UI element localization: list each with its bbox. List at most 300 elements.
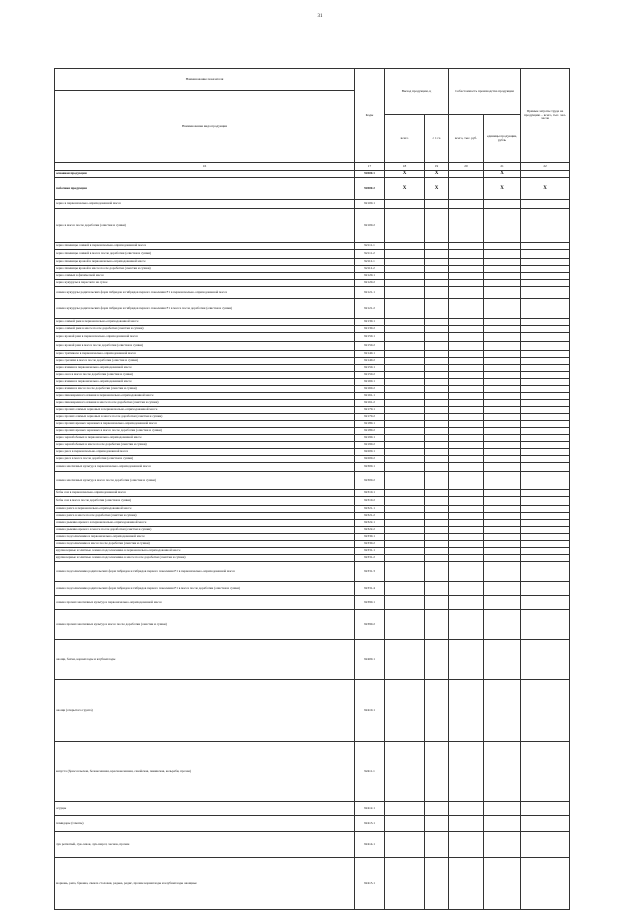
value-cell[interactable]: [425, 243, 449, 250]
value-cell[interactable]: [385, 442, 425, 449]
value-cell[interactable]: [484, 534, 521, 541]
value-cell[interactable]: [521, 610, 570, 640]
value-cell[interactable]: [425, 200, 449, 209]
value-cell[interactable]: [521, 358, 570, 365]
product-name-cell: семена рыжика ярового в первоначально-оприходованной массе: [55, 520, 355, 527]
value-cell[interactable]: [449, 386, 484, 393]
value-cell[interactable]: [521, 555, 570, 562]
value-cell[interactable]: [425, 414, 449, 421]
value-cell[interactable]: [425, 400, 449, 407]
value-cell[interactable]: [385, 372, 425, 379]
value-cell[interactable]: [385, 472, 425, 490]
value-cell[interactable]: [521, 379, 570, 386]
value-cell[interactable]: [449, 610, 484, 640]
value-cell[interactable]: [521, 442, 570, 449]
value-cell[interactable]: [521, 171, 570, 178]
value-cell[interactable]: [425, 456, 449, 463]
value-cell[interactable]: [449, 428, 484, 435]
value-cell[interactable]: [449, 541, 484, 548]
value-cell[interactable]: [521, 497, 570, 506]
table-row: [55, 435, 570, 442]
value-cell[interactable]: [425, 548, 449, 555]
value-cell[interactable]: [449, 400, 484, 407]
value-cell[interactable]: [425, 326, 449, 333]
value-cell[interactable]: [425, 266, 449, 273]
value-cell[interactable]: [484, 299, 521, 319]
value-cell[interactable]: [385, 386, 425, 393]
value-cell[interactable]: [449, 342, 484, 351]
value-cell[interactable]: [385, 596, 425, 610]
value-cell[interactable]: [521, 299, 570, 319]
value-cell[interactable]: [425, 513, 449, 520]
value-cell[interactable]: [449, 358, 484, 365]
x-mark-cell: X: [425, 171, 449, 178]
value-cell[interactable]: [484, 513, 521, 520]
value-cell[interactable]: [385, 816, 425, 832]
value-cell[interactable]: [385, 513, 425, 520]
product-name-cell: зерно яровой ржи в первоначально-оприходованной массе: [55, 333, 355, 342]
value-cell[interactable]: [449, 414, 484, 421]
value-cell[interactable]: [449, 171, 484, 178]
product-name-cell: лук репчатый, лук-севок, лук-шарот, чеснок, прочие: [55, 832, 355, 858]
value-cell[interactable]: [449, 319, 484, 326]
value-cell[interactable]: [449, 243, 484, 250]
value-cell[interactable]: [484, 832, 521, 858]
value-cell[interactable]: [484, 562, 521, 582]
value-cell[interactable]: [425, 393, 449, 400]
value-cell[interactable]: [521, 414, 570, 421]
value-cell[interactable]: [521, 386, 570, 393]
value-cell[interactable]: [484, 326, 521, 333]
value-cell[interactable]: [385, 435, 425, 442]
value-cell[interactable]: [385, 541, 425, 548]
value-cell[interactable]: [385, 351, 425, 358]
value-cell[interactable]: [449, 548, 484, 555]
value-cell[interactable]: [425, 490, 449, 497]
value-cell[interactable]: [521, 435, 570, 442]
product-code-cell: 92150.1: [355, 333, 385, 342]
value-cell[interactable]: [425, 407, 449, 414]
value-cell[interactable]: [521, 527, 570, 534]
value-cell[interactable]: [385, 562, 425, 582]
product-code-cell: 92331.2: [355, 555, 385, 562]
value-cell[interactable]: [484, 582, 521, 596]
value-cell[interactable]: [385, 259, 425, 266]
value-cell[interactable]: [484, 802, 521, 816]
value-cell[interactable]: [484, 527, 521, 534]
value-cell[interactable]: [449, 555, 484, 562]
value-cell[interactable]: [449, 497, 484, 506]
value-cell[interactable]: [484, 858, 521, 910]
value-cell[interactable]: [521, 400, 570, 407]
value-cell[interactable]: [385, 299, 425, 319]
value-cell[interactable]: [521, 490, 570, 497]
value-cell[interactable]: [449, 534, 484, 541]
value-cell[interactable]: [425, 379, 449, 386]
value-cell[interactable]: [385, 680, 425, 742]
value-cell[interactable]: [521, 541, 570, 548]
value-cell[interactable]: [449, 351, 484, 358]
value-cell[interactable]: [449, 435, 484, 442]
value-cell[interactable]: [521, 463, 570, 472]
value-cell[interactable]: [521, 209, 570, 243]
value-cell[interactable]: [484, 351, 521, 358]
value-cell[interactable]: [484, 365, 521, 372]
value-cell[interactable]: [449, 200, 484, 209]
value-cell[interactable]: [425, 555, 449, 562]
value-cell[interactable]: [385, 506, 425, 513]
value-cell[interactable]: [385, 393, 425, 400]
value-cell[interactable]: [385, 428, 425, 435]
value-cell[interactable]: [521, 472, 570, 490]
value-cell[interactable]: [521, 520, 570, 527]
value-cell[interactable]: [484, 243, 521, 250]
value-cell[interactable]: [385, 407, 425, 414]
product-name-cell: семена рыжика ярового в массе после доработки (очистки и сушки): [55, 527, 355, 534]
value-cell[interactable]: [484, 428, 521, 435]
value-cell[interactable]: [449, 490, 484, 497]
value-cell[interactable]: [521, 280, 570, 287]
value-cell[interactable]: [385, 280, 425, 287]
table-row: [55, 342, 570, 351]
value-cell[interactable]: [425, 520, 449, 527]
value-cell[interactable]: [484, 280, 521, 287]
value-cell[interactable]: [449, 442, 484, 449]
table-row: [55, 414, 570, 421]
value-cell[interactable]: [425, 742, 449, 802]
output-group-header: Выход продукции, ц: [385, 69, 449, 115]
product-name-cell: семена масличных культур в первоначально-оприходованной массе: [55, 463, 355, 472]
value-cell[interactable]: [425, 640, 449, 680]
value-cell[interactable]: [521, 742, 570, 802]
value-cell[interactable]: [425, 582, 449, 596]
value-cell[interactable]: [521, 333, 570, 342]
value-cell[interactable]: [484, 266, 521, 273]
value-cell[interactable]: [425, 472, 449, 490]
table-row: [55, 548, 570, 555]
value-cell[interactable]: [425, 816, 449, 832]
value-cell[interactable]: [385, 548, 425, 555]
value-cell[interactable]: [425, 596, 449, 610]
value-cell[interactable]: [449, 680, 484, 742]
value-cell[interactable]: [484, 400, 521, 407]
value-cell[interactable]: [484, 259, 521, 266]
value-cell[interactable]: [449, 259, 484, 266]
value-cell[interactable]: [385, 802, 425, 816]
value-cell[interactable]: [425, 365, 449, 372]
value-cell[interactable]: [385, 497, 425, 506]
value-cell[interactable]: [449, 520, 484, 527]
value-cell[interactable]: [521, 596, 570, 610]
product-name-cell: овощи, бахчи, корнеплоды и клубнеплоды: [55, 640, 355, 680]
product-code-cell: 92414.1: [355, 832, 385, 858]
value-cell[interactable]: [425, 421, 449, 428]
value-cell[interactable]: [385, 742, 425, 802]
product-code-cell: 92111.2: [355, 250, 385, 259]
value-cell[interactable]: [449, 582, 484, 596]
value-cell[interactable]: [385, 414, 425, 421]
value-cell[interactable]: [425, 463, 449, 472]
product-code-cell: 92112.1: [355, 259, 385, 266]
table-row: [55, 407, 570, 414]
value-cell[interactable]: [449, 287, 484, 299]
value-cell[interactable]: [449, 273, 484, 280]
value-cell[interactable]: [484, 407, 521, 414]
value-cell[interactable]: [484, 610, 521, 640]
value-cell[interactable]: [385, 342, 425, 351]
value-cell[interactable]: [385, 273, 425, 280]
value-cell[interactable]: [425, 527, 449, 534]
value-cell[interactable]: [521, 393, 570, 400]
value-cell[interactable]: [521, 250, 570, 259]
value-cell[interactable]: [449, 266, 484, 273]
value-cell[interactable]: [449, 472, 484, 490]
value-cell[interactable]: [385, 319, 425, 326]
value-cell[interactable]: [385, 490, 425, 497]
value-cell[interactable]: [484, 209, 521, 243]
value-cell[interactable]: [449, 742, 484, 802]
value-cell[interactable]: [449, 372, 484, 379]
value-cell[interactable]: [385, 209, 425, 243]
value-cell[interactable]: [521, 287, 570, 299]
value-cell[interactable]: [521, 449, 570, 456]
value-cell[interactable]: [449, 640, 484, 680]
value-cell[interactable]: [449, 449, 484, 456]
value-cell[interactable]: [385, 456, 425, 463]
product-name-cell: зерно прочих озимых зерновых в массе после доработки (очистки и сушки): [55, 414, 355, 421]
value-cell[interactable]: [484, 680, 521, 742]
value-cell[interactable]: [449, 513, 484, 520]
value-cell[interactable]: [484, 342, 521, 351]
value-cell[interactable]: [449, 326, 484, 333]
value-cell[interactable]: [425, 497, 449, 506]
value-cell[interactable]: [449, 456, 484, 463]
value-cell[interactable]: [425, 386, 449, 393]
value-cell[interactable]: [425, 358, 449, 365]
value-cell[interactable]: [484, 372, 521, 379]
product-code-cell: 92390.1: [355, 596, 385, 610]
value-cell[interactable]: [425, 858, 449, 910]
value-cell[interactable]: [449, 596, 484, 610]
value-cell[interactable]: [449, 178, 484, 200]
value-cell[interactable]: [425, 562, 449, 582]
value-cell[interactable]: [484, 640, 521, 680]
value-cell[interactable]: [449, 858, 484, 910]
value-cell[interactable]: [484, 541, 521, 548]
product-code-cell: 92330.2: [355, 541, 385, 548]
value-cell[interactable]: [521, 273, 570, 280]
table-row: [55, 680, 570, 742]
value-cell[interactable]: [425, 802, 449, 816]
value-cell[interactable]: [521, 513, 570, 520]
value-cell[interactable]: [425, 610, 449, 640]
value-cell[interactable]: [449, 393, 484, 400]
value-cell[interactable]: [425, 449, 449, 456]
value-cell[interactable]: [449, 407, 484, 414]
value-cell[interactable]: [425, 273, 449, 280]
value-cell[interactable]: [484, 555, 521, 562]
product-code-cell: 92321.1: [355, 506, 385, 513]
value-cell[interactable]: [484, 472, 521, 490]
value-cell[interactable]: [484, 393, 521, 400]
value-cell[interactable]: [484, 456, 521, 463]
value-cell[interactable]: [484, 287, 521, 299]
value-cell[interactable]: [425, 506, 449, 513]
value-cell[interactable]: [449, 250, 484, 259]
value-cell[interactable]: [449, 365, 484, 372]
value-cell[interactable]: [449, 421, 484, 428]
value-cell[interactable]: [449, 816, 484, 832]
value-cell[interactable]: [449, 209, 484, 243]
value-cell[interactable]: [449, 562, 484, 582]
value-cell[interactable]: [385, 463, 425, 472]
value-cell[interactable]: [484, 379, 521, 386]
value-cell[interactable]: [521, 407, 570, 414]
table-row: [55, 280, 570, 287]
value-cell[interactable]: [521, 351, 570, 358]
value-cell[interactable]: [521, 342, 570, 351]
value-cell[interactable]: [385, 582, 425, 596]
value-cell[interactable]: [484, 414, 521, 421]
value-cell[interactable]: [521, 319, 570, 326]
value-cell[interactable]: [521, 421, 570, 428]
product-name-cell: зерно риса в первоначально-оприходованной массе: [55, 449, 355, 456]
value-cell[interactable]: [484, 742, 521, 802]
value-cell[interactable]: [521, 534, 570, 541]
value-cell[interactable]: [484, 520, 521, 527]
value-cell[interactable]: [449, 299, 484, 319]
product-name-cell: зерно ячменя в массе после доработки (очистки и сушки): [55, 386, 355, 393]
value-cell[interactable]: [385, 333, 425, 342]
value-cell[interactable]: [425, 280, 449, 287]
value-cell[interactable]: [484, 490, 521, 497]
value-cell[interactable]: [385, 250, 425, 259]
value-cell[interactable]: [449, 832, 484, 858]
value-cell[interactable]: [484, 463, 521, 472]
value-cell[interactable]: [385, 534, 425, 541]
value-cell[interactable]: [484, 596, 521, 610]
value-cell[interactable]: [449, 506, 484, 513]
value-cell[interactable]: [449, 280, 484, 287]
value-cell[interactable]: [521, 372, 570, 379]
value-cell[interactable]: [484, 497, 521, 506]
value-cell[interactable]: [425, 319, 449, 326]
value-cell[interactable]: [521, 259, 570, 266]
table-row: [55, 266, 570, 273]
value-cell[interactable]: [385, 379, 425, 386]
value-cell[interactable]: [385, 555, 425, 562]
value-cell[interactable]: [484, 200, 521, 209]
value-cell[interactable]: [425, 442, 449, 449]
value-cell[interactable]: [521, 816, 570, 832]
value-cell[interactable]: [425, 680, 449, 742]
value-cell[interactable]: [521, 200, 570, 209]
value-cell[interactable]: [425, 259, 449, 266]
value-cell[interactable]: [385, 266, 425, 273]
value-cell[interactable]: [484, 449, 521, 456]
value-cell[interactable]: [385, 527, 425, 534]
value-cell[interactable]: [385, 421, 425, 428]
value-cell[interactable]: [385, 358, 425, 365]
value-cell[interactable]: [521, 582, 570, 596]
value-cell[interactable]: [484, 421, 521, 428]
value-cell[interactable]: [521, 640, 570, 680]
value-cell[interactable]: [385, 243, 425, 250]
value-cell[interactable]: [385, 520, 425, 527]
value-cell[interactable]: [484, 442, 521, 449]
value-cell[interactable]: [521, 548, 570, 555]
value-cell[interactable]: [449, 463, 484, 472]
value-cell[interactable]: [449, 527, 484, 534]
value-cell[interactable]: [425, 428, 449, 435]
value-cell[interactable]: [425, 250, 449, 259]
value-cell[interactable]: [385, 287, 425, 299]
value-cell[interactable]: [385, 365, 425, 372]
value-cell[interactable]: [521, 428, 570, 435]
value-cell[interactable]: [385, 400, 425, 407]
value-cell[interactable]: [385, 326, 425, 333]
value-cell[interactable]: [484, 273, 521, 280]
value-cell[interactable]: [521, 456, 570, 463]
value-cell[interactable]: [385, 858, 425, 910]
product-name-cell: зерно в массе после доработки (очистки и сушки): [55, 209, 355, 243]
value-cell[interactable]: [484, 816, 521, 832]
value-cell[interactable]: [521, 832, 570, 858]
value-cell[interactable]: [484, 319, 521, 326]
value-cell[interactable]: [449, 379, 484, 386]
value-cell[interactable]: [521, 562, 570, 582]
value-cell[interactable]: [385, 449, 425, 456]
value-cell[interactable]: [385, 640, 425, 680]
value-cell[interactable]: [425, 287, 449, 299]
value-cell[interactable]: [425, 342, 449, 351]
value-cell[interactable]: [521, 243, 570, 250]
value-cell[interactable]: [425, 351, 449, 358]
value-cell[interactable]: [425, 534, 449, 541]
value-cell[interactable]: [521, 680, 570, 742]
value-cell[interactable]: [521, 858, 570, 910]
value-cell[interactable]: [425, 209, 449, 243]
value-cell[interactable]: [484, 548, 521, 555]
value-cell[interactable]: [484, 506, 521, 513]
value-cell[interactable]: [484, 358, 521, 365]
value-cell[interactable]: [521, 326, 570, 333]
value-cell[interactable]: [425, 333, 449, 342]
value-cell[interactable]: [385, 200, 425, 209]
product-name-cell: крупнозерные и элитные семена подсолнечника в массе после доработки (очистки и сушки): [55, 555, 355, 562]
value-cell[interactable]: [449, 802, 484, 816]
value-cell[interactable]: [425, 435, 449, 442]
value-cell[interactable]: [484, 333, 521, 342]
value-cell[interactable]: [521, 506, 570, 513]
value-cell[interactable]: [484, 386, 521, 393]
value-cell[interactable]: [521, 802, 570, 816]
value-cell[interactable]: [484, 435, 521, 442]
value-cell[interactable]: [521, 266, 570, 273]
value-cell[interactable]: [425, 541, 449, 548]
value-cell[interactable]: [449, 333, 484, 342]
value-cell[interactable]: [425, 372, 449, 379]
value-cell[interactable]: [385, 610, 425, 640]
value-cell[interactable]: [521, 365, 570, 372]
value-cell[interactable]: [484, 250, 521, 259]
x-mark-cell: X: [385, 178, 425, 200]
value-cell[interactable]: [425, 832, 449, 858]
value-cell[interactable]: [385, 832, 425, 858]
value-cell[interactable]: [425, 299, 449, 319]
product-code-cell: 92130.1: [355, 319, 385, 326]
table-row: [55, 259, 570, 266]
